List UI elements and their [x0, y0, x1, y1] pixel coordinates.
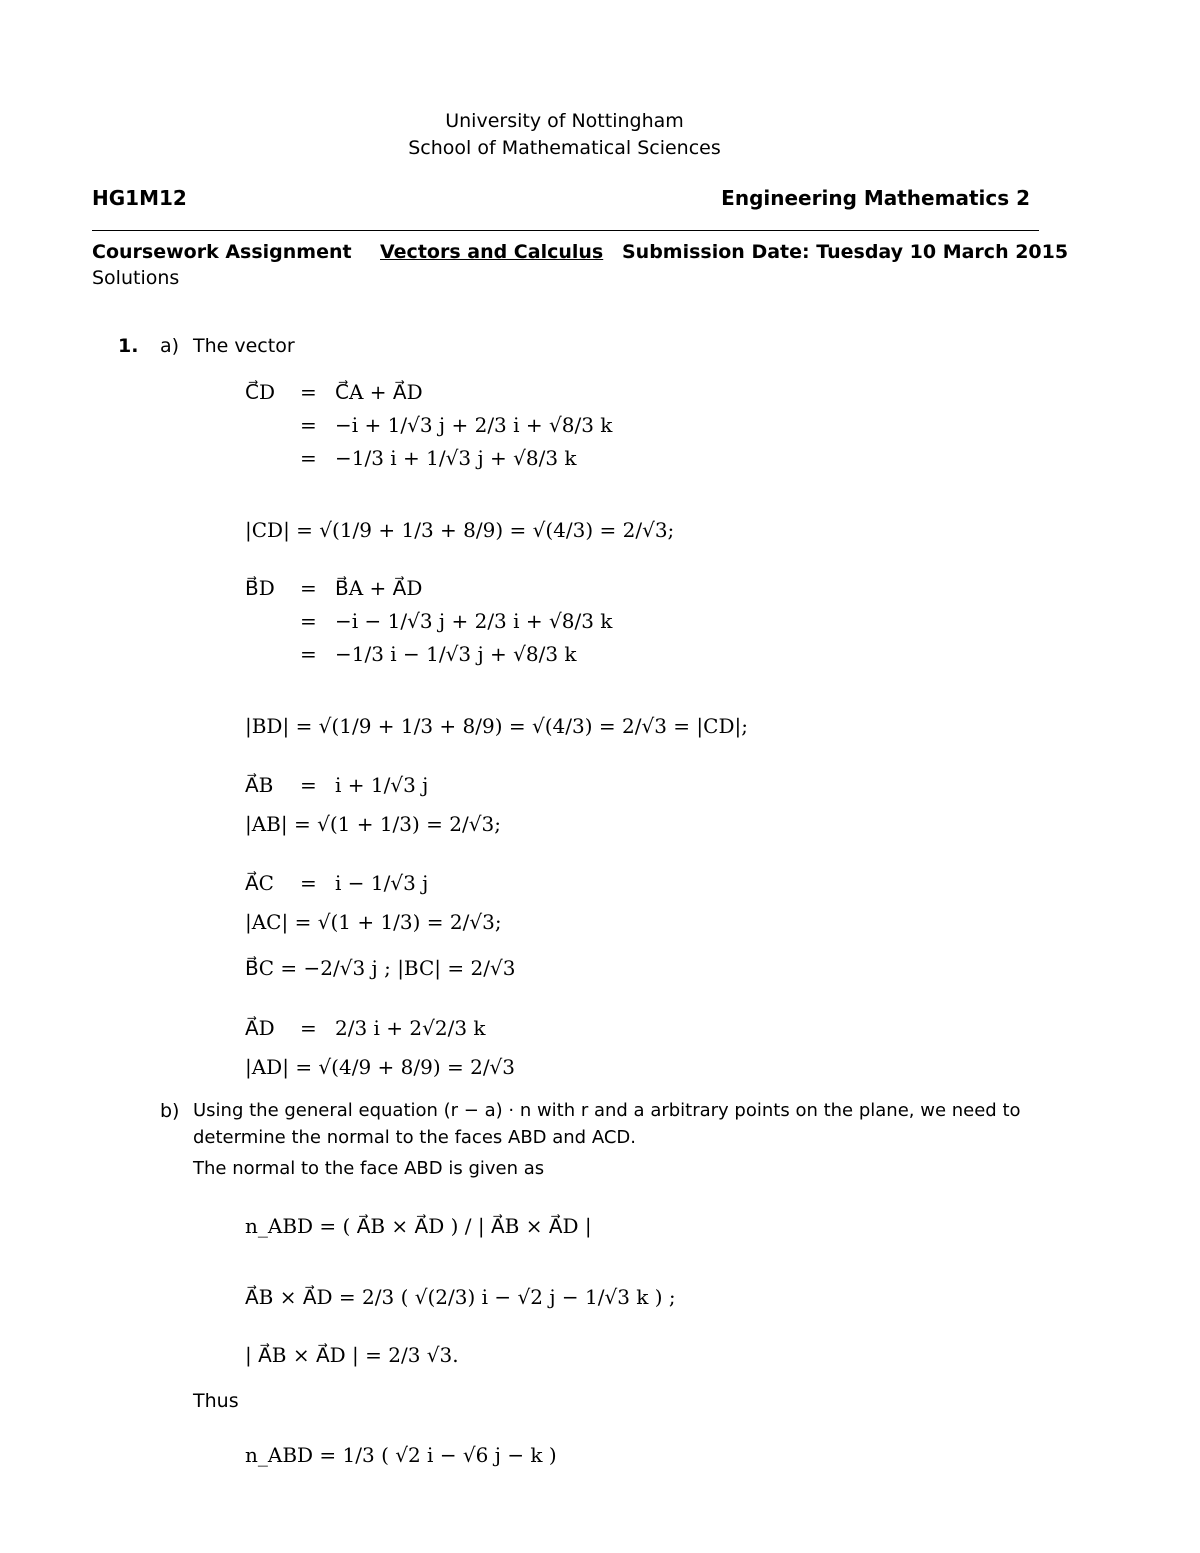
equals-sign: = [300, 642, 317, 666]
ab-magnitude: |AB| = √(1 + 1/3) = 2/√3; [245, 812, 501, 836]
cd-vector-lhs: C⃗D [245, 380, 275, 404]
equals-sign: = [300, 871, 317, 895]
bc-line: B⃗C = −2/√3 j ; |BC| = 2/√3 [245, 956, 516, 980]
assignment-label: Coursework Assignment [92, 241, 352, 263]
course-code: HG1M12 [92, 186, 187, 210]
part-b-text-2: determine the normal to the faces ABD and ACD. [193, 1127, 636, 1148]
part-b-label: b) [160, 1100, 180, 1122]
bd-line-1: B⃗A + A⃗D [335, 576, 423, 600]
course-title: Engineering Mathematics 2 [721, 186, 1030, 210]
ac-vector-lhs: A⃗C [245, 871, 274, 895]
part-a-label: a) [160, 335, 180, 357]
ac-magnitude: |AC| = √(1 + 1/3) = 2/√3; [245, 910, 502, 934]
cd-line-3: −1/3 i + 1/√3 j + √8/3 k [335, 446, 577, 470]
equals-sign: = [300, 1016, 317, 1040]
bd-magnitude: |BD| = √(1/9 + 1/3 + 8/9) = √(4/3) = 2/√3 = |CD|; [245, 714, 748, 738]
equals-sign: = [300, 380, 317, 404]
topic-label: Vectors and Calculus [380, 241, 604, 263]
equals-sign: = [300, 413, 317, 437]
bd-line-3: −1/3 i − 1/√3 j + √8/3 k [335, 642, 577, 666]
cd-line-1: C⃗A + A⃗D [335, 380, 423, 404]
normal-result: n_ABD = 1/3 ( √2 i − √6 j − k ) [245, 1443, 557, 1467]
equals-sign: = [300, 609, 317, 633]
bd-vector-lhs: B⃗D [245, 576, 275, 600]
cd-magnitude: |CD| = √(1/9 + 1/3 + 8/9) = √(4/3) = 2/√3; [245, 518, 675, 542]
ac-line-1: i − 1/√3 j [335, 871, 429, 895]
normal-definition: n_ABD = ( A⃗B × A⃗D ) / | A⃗B × A⃗D | [245, 1214, 592, 1238]
school-name: School of Mathematical Sciences [408, 137, 721, 159]
equals-sign: = [300, 576, 317, 600]
submission-date: Submission Date: Tuesday 10 March 2015 [622, 241, 1069, 263]
part-b-text-3: The normal to the face ABD is given as [193, 1158, 545, 1179]
university-name: University of Nottingham [445, 110, 684, 132]
ad-line-1: 2/3 i + 2√2/3 k [335, 1016, 486, 1040]
cd-line-2: −i + 1/√3 j + 2/3 i + √8/3 k [335, 413, 613, 437]
bd-line-2: −i − 1/√3 j + 2/3 i + √8/3 k [335, 609, 613, 633]
ab-line-1: i + 1/√3 j [335, 773, 429, 797]
cross-product-magnitude: | A⃗B × A⃗D | = 2/3 √3. [245, 1343, 459, 1367]
thus-label: Thus [193, 1390, 239, 1412]
part-a-intro: The vector [193, 335, 295, 357]
ab-vector-lhs: A⃗B [245, 773, 274, 797]
header-rule [92, 230, 1039, 231]
ad-magnitude: |AD| = √(4/9 + 8/9) = 2/√3 [245, 1055, 516, 1079]
question-number: 1. [118, 335, 139, 357]
equals-sign: = [300, 446, 317, 470]
part-b-text-1: Using the general equation (r − a) · n with r and a arbitrary points on the plane, we need to [193, 1100, 1021, 1121]
ad-vector-lhs: A⃗D [245, 1016, 275, 1040]
equals-sign: = [300, 773, 317, 797]
cross-product: A⃗B × A⃗D = 2/3 ( √(2/3) i − √2 j − 1/√3 k ) ; [245, 1285, 676, 1309]
solutions-label: Solutions [92, 267, 180, 289]
